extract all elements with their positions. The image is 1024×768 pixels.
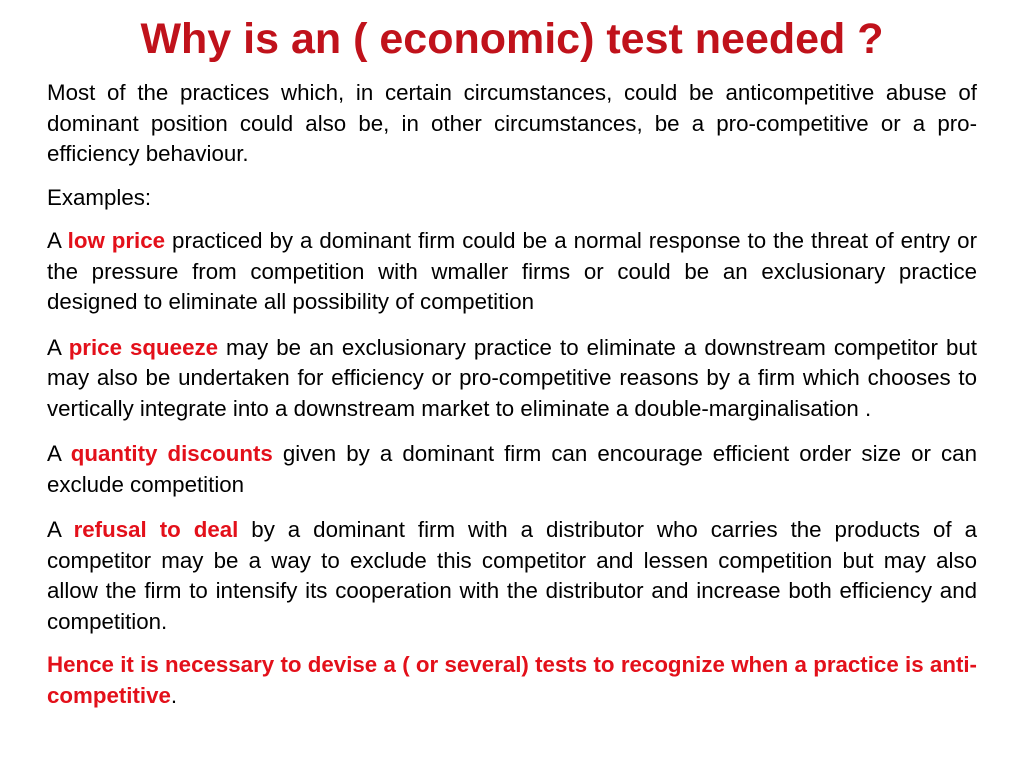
example-lead: A (47, 517, 74, 542)
term-refusal-to-deal: refusal to deal (73, 517, 239, 542)
term-low-price: low price (67, 228, 166, 253)
example-quantity-discounts (47, 439, 977, 500)
slide-title: Why is an ( economic) test needed ? (140, 15, 884, 63)
slide-body (47, 78, 977, 711)
examples-label: Examples: (47, 184, 152, 210)
example-price-squeeze (47, 333, 977, 425)
example-lead: A (47, 441, 71, 466)
example-low-price (47, 226, 977, 318)
example-text: given by a dominant firm can encourage efficient order size or can exclude competition (47, 441, 977, 497)
term-quantity-discounts: quantity discounts (70, 441, 273, 466)
conclusion-period: . (170, 682, 178, 708)
term-price-squeeze: price squeeze (68, 334, 219, 360)
example-text: may be an exclusionary practice to eliminate a downstream competitor but may also be undertaken for efficiency or pro-competitive reasons by a firm which chooses to vertically integrate into a downstream market to eliminate a double-marginalisation . (47, 334, 977, 421)
example-lead: A (47, 228, 68, 253)
conclusion-paragraph (47, 650, 977, 711)
example-text: practiced by a dominant firm could be a normal response to the threat of entry or the pressure from competition with wmaller firms or could be an exclusionary practice designed to eliminate all possibility of competition (47, 228, 977, 314)
example-text: by a dominant firm with a distributor who carries the products of a competitor may be a way to exclude this competitor and lessen competition but may also allow the firm to intensify its cooperation with the distributor and increase both efficiency and competition. (47, 517, 977, 634)
example-lead: A (47, 334, 69, 360)
intro-paragraph: Most of the practices which, in certain circumstances, could be anticompetitive abuse of dominant position could also be, in other circumstances, be a pro-competitive or a pro-efficiency behaviour. (47, 80, 977, 166)
example-refusal-to-deal (47, 515, 977, 637)
conclusion-text: Hence it is necessary to devise a ( or several) tests to recognize when a practice is anti-competitive (47, 652, 977, 708)
